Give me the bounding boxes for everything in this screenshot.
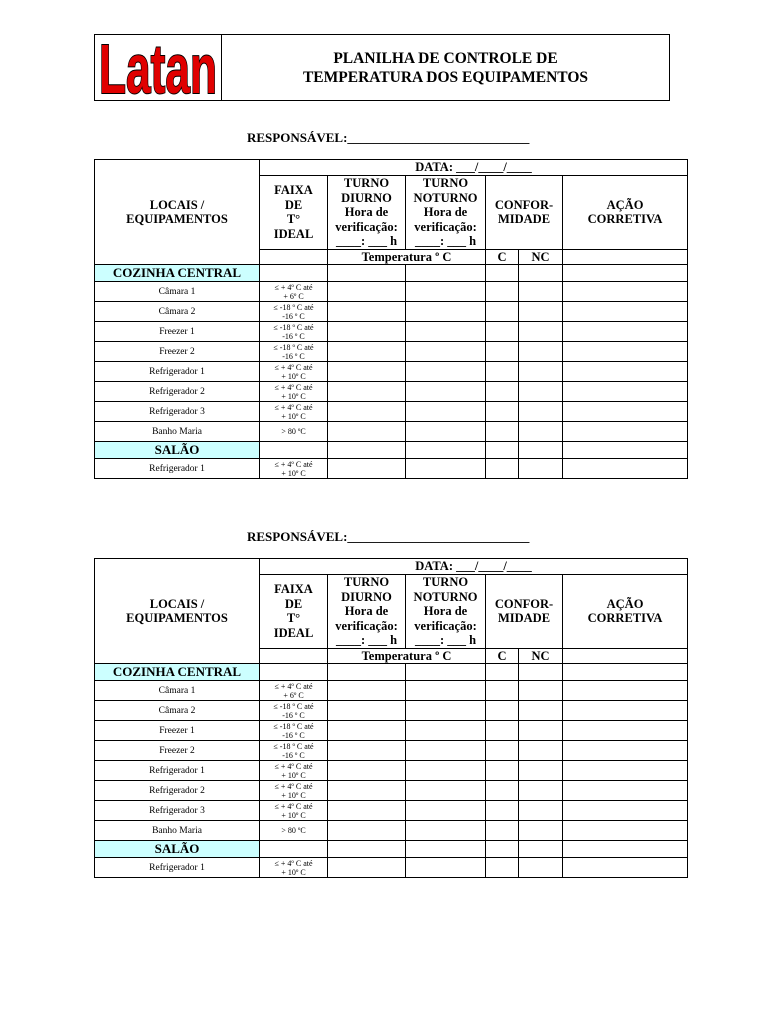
nc-checkbox[interactable] (519, 821, 563, 841)
equipment-name: Câmara 2 (95, 701, 260, 721)
conformidade-line: MIDADE (497, 611, 551, 626)
turno_diurno-line: ____: ___ h (335, 234, 398, 248)
locais-line: EQUIPAMENTOS (126, 611, 228, 625)
table-row (95, 781, 688, 801)
equipment-name: Freezer 1 (95, 721, 260, 741)
input-cell[interactable] (406, 841, 486, 858)
nc-checkbox[interactable] (519, 422, 563, 442)
nc-checkbox[interactable] (519, 858, 563, 878)
temperatura-header: Temperatura º C (328, 249, 486, 265)
title-line-2: TEMPERATURA DOS EQUIPAMENTOS (302, 68, 589, 86)
noturno-input[interactable] (406, 741, 486, 761)
acao-line: CORRETIVA (587, 611, 663, 626)
table-row (95, 721, 688, 741)
c-checkbox[interactable] (486, 342, 519, 362)
c-checkbox[interactable] (486, 459, 519, 479)
turno_noturno-line: ____: ___ h (414, 234, 477, 248)
faixa-cell (260, 459, 328, 479)
conformidade-line: CONFOR- (494, 596, 554, 611)
diurno-input[interactable] (328, 362, 406, 382)
locais-header (95, 559, 260, 664)
equipment-name: Banho Maria (95, 422, 260, 442)
faixa-cell (260, 681, 328, 701)
faixa-line: FAIXA (274, 582, 313, 597)
turno_diurno-line: Hora de (344, 205, 389, 219)
equipment-name: Refrigerador 1 (95, 761, 260, 781)
faixa-cell (260, 821, 328, 841)
diurno-input[interactable] (328, 681, 406, 701)
logo (95, 30, 222, 108)
turno_noturno-line: verificação: (414, 618, 477, 633)
turno_diurno-line: DIURNO (341, 190, 392, 205)
table-row (95, 282, 688, 302)
noturno-input[interactable] (406, 701, 486, 721)
faixa-line: IDEAL (273, 226, 314, 241)
faixa-line: ≤ + 4º C até (274, 282, 313, 292)
acao-input[interactable] (563, 681, 688, 701)
diurno-input[interactable] (328, 282, 406, 302)
noturno-input[interactable] (406, 459, 486, 479)
acao-input[interactable] (563, 422, 688, 442)
section-label: SALÃO (95, 841, 260, 858)
acao-input[interactable] (563, 362, 688, 382)
conformidade-line: MIDADE (497, 212, 551, 227)
table-row (95, 801, 688, 821)
noturno-input[interactable] (406, 302, 486, 322)
conformidade-header (486, 176, 563, 250)
acao-input[interactable] (563, 858, 688, 878)
noturno-input[interactable] (406, 781, 486, 801)
diurno-input[interactable] (328, 741, 406, 761)
input-cell[interactable] (519, 841, 563, 858)
table-row (95, 701, 688, 721)
turno_noturno-line: Hora de (423, 604, 468, 618)
c-checkbox[interactable] (486, 701, 519, 721)
svg-text:Latan: Latan (99, 30, 217, 108)
nc-checkbox[interactable] (519, 382, 563, 402)
noturno-input[interactable] (406, 681, 486, 701)
faixa-cell (260, 422, 328, 442)
acao-header (563, 176, 688, 250)
diurno-input[interactable] (328, 721, 406, 741)
faixa-cell (260, 701, 328, 721)
faixa-header (260, 575, 328, 649)
input-cell[interactable] (563, 265, 688, 282)
turno-diurno-header (328, 575, 406, 649)
c-checkbox[interactable] (486, 362, 519, 382)
faixa-line: + 10º C (281, 371, 306, 381)
c-checkbox[interactable] (486, 858, 519, 878)
c-header: C (486, 648, 519, 664)
input-cell[interactable] (328, 442, 406, 459)
faixa-cell (260, 302, 328, 322)
turno_diurno-line: DIURNO (341, 589, 392, 604)
faixa-empty (260, 249, 328, 265)
input-cell[interactable] (260, 664, 328, 681)
faixa-line: + 10º C (281, 770, 306, 780)
acao-input[interactable] (563, 402, 688, 422)
faixa-cell (260, 322, 328, 342)
faixa-cell (260, 801, 328, 821)
faixa-cell (260, 741, 328, 761)
input-cell[interactable] (486, 442, 519, 459)
turno_diurno-line: TURNO (343, 176, 390, 190)
faixa-line: ≤ -18 º C até (273, 741, 314, 751)
diurno-input[interactable] (328, 781, 406, 801)
faixa-line: ≤ -18 º C até (273, 342, 314, 352)
conformidade-header (486, 575, 563, 649)
noturno-input[interactable] (406, 402, 486, 422)
noturno-input[interactable] (406, 821, 486, 841)
diurno-input[interactable] (328, 422, 406, 442)
faixa-line: ≤ + 4º C até (274, 858, 313, 868)
acao-line: AÇÃO (606, 596, 644, 611)
faixa-line: ≤ + 4º C até (274, 801, 313, 811)
equipment-name: Banho Maria (95, 821, 260, 841)
equipment-name: Freezer 2 (95, 741, 260, 761)
faixa-line: > 80 ºC (281, 826, 306, 835)
faixa-line: -16 º C (282, 351, 305, 361)
section-label: SALÃO (95, 442, 260, 459)
c-checkbox[interactable] (486, 422, 519, 442)
nc-checkbox[interactable] (519, 362, 563, 382)
date-field[interactable]: DATA: ___/____/____ (260, 160, 688, 176)
nc-checkbox[interactable] (519, 402, 563, 422)
turno_diurno-line: ____: ___ h (335, 633, 398, 647)
faixa-line: + 6º C (283, 291, 304, 301)
equipment-name: Câmara 1 (95, 282, 260, 302)
acao-input[interactable] (563, 801, 688, 821)
equipment-name: Refrigerador 3 (95, 801, 260, 821)
acao-input[interactable] (563, 282, 688, 302)
faixa-header (260, 176, 328, 250)
conformidade-line: CONFOR- (494, 197, 554, 212)
acao-input[interactable] (563, 741, 688, 761)
responsavel-label-1: RESPONSÁVEL:____________________________ (247, 130, 530, 145)
diurno-input[interactable] (328, 801, 406, 821)
turno-diurno-header (328, 176, 406, 250)
table-row (95, 761, 688, 781)
acao-input[interactable] (563, 322, 688, 342)
faixa-line: ≤ + 4º C até (274, 761, 313, 771)
c-checkbox[interactable] (486, 282, 519, 302)
acao-input[interactable] (563, 302, 688, 322)
input-cell[interactable] (519, 265, 563, 282)
input-cell[interactable] (406, 664, 486, 681)
input-cell[interactable] (519, 442, 563, 459)
faixa-line: > 80 ºC (281, 427, 306, 436)
equipment-name: Freezer 2 (95, 342, 260, 362)
faixa-line: IDEAL (273, 625, 314, 640)
faixa-line: T° (286, 212, 301, 227)
diurno-input[interactable] (328, 858, 406, 878)
faixa-line: FAIXA (274, 183, 313, 198)
noturno-input[interactable] (406, 858, 486, 878)
turno_diurno-line: verificação: (335, 219, 398, 234)
c-checkbox[interactable] (486, 681, 519, 701)
nc-header: NC (519, 249, 563, 265)
faixa-cell (260, 342, 328, 362)
input-cell[interactable] (406, 265, 486, 282)
header-box (94, 30, 670, 108)
table-row (95, 821, 688, 841)
nc-checkbox[interactable] (519, 741, 563, 761)
acao-line: CORRETIVA (587, 212, 663, 227)
noturno-input[interactable] (406, 721, 486, 741)
acao-input[interactable] (563, 721, 688, 741)
nc-checkbox[interactable] (519, 781, 563, 801)
equipment-name: Refrigerador 3 (95, 402, 260, 422)
table-row (95, 422, 688, 442)
locais-header (95, 160, 260, 265)
input-cell[interactable] (328, 265, 406, 282)
faixa-line: ≤ -18 º C até (273, 721, 314, 731)
noturno-input[interactable] (406, 362, 486, 382)
equipment-name: Freezer 1 (95, 322, 260, 342)
input-cell[interactable] (563, 442, 688, 459)
faixa-line: ≤ -18 º C até (273, 701, 314, 711)
faixa-line: -16 º C (282, 331, 305, 341)
faixa-cell (260, 382, 328, 402)
input-cell[interactable] (486, 265, 519, 282)
acao-empty (563, 249, 688, 265)
locais-line: EQUIPAMENTOS (126, 212, 228, 226)
nc-checkbox[interactable] (519, 459, 563, 479)
faixa-empty (260, 648, 328, 664)
temperatura-header: Temperatura º C (328, 648, 486, 664)
c-checkbox[interactable] (486, 382, 519, 402)
section-label: COZINHA CENTRAL (95, 664, 260, 681)
turno_noturno-line: Hora de (423, 205, 468, 219)
diurno-input[interactable] (328, 402, 406, 422)
turno_noturno-line: ____: ___ h (414, 633, 477, 647)
latan-logo (96, 30, 220, 108)
noturno-input[interactable] (406, 801, 486, 821)
nc-checkbox[interactable] (519, 342, 563, 362)
turno_noturno-line: TURNO (422, 176, 469, 190)
table-row (95, 459, 688, 479)
equipment-name: Refrigerador 1 (95, 459, 260, 479)
faixa-line: + 10º C (281, 867, 306, 877)
equipment-name: Refrigerador 2 (95, 781, 260, 801)
table-row (95, 402, 688, 422)
faixa-line: -16 º C (282, 750, 305, 760)
nc-checkbox[interactable] (519, 701, 563, 721)
faixa-line: -16 º C (282, 730, 305, 740)
input-cell[interactable] (260, 841, 328, 858)
faixa-cell (260, 781, 328, 801)
faixa-line: + 10º C (281, 411, 306, 421)
acao-input[interactable] (563, 459, 688, 479)
turno_diurno-line: TURNO (343, 575, 390, 589)
faixa-line: ≤ -18 º C até (273, 322, 314, 332)
c-checkbox[interactable] (486, 761, 519, 781)
diurno-input[interactable] (328, 382, 406, 402)
faixa-line: -16 º C (282, 311, 305, 321)
nc-checkbox[interactable] (519, 761, 563, 781)
c-checkbox[interactable] (486, 302, 519, 322)
table-row (95, 322, 688, 342)
input-cell[interactable] (260, 442, 328, 459)
acao-input[interactable] (563, 701, 688, 721)
nc-checkbox[interactable] (519, 302, 563, 322)
noturno-input[interactable] (406, 322, 486, 342)
acao-input[interactable] (563, 342, 688, 362)
nc-checkbox[interactable] (519, 282, 563, 302)
acao-input[interactable] (563, 821, 688, 841)
turno_noturno-line: verificação: (414, 219, 477, 234)
locais-line: LOCAIS / (149, 197, 205, 212)
input-cell[interactable] (563, 664, 688, 681)
turno_diurno-line: verificação: (335, 618, 398, 633)
c-checkbox[interactable] (486, 821, 519, 841)
faixa-cell (260, 362, 328, 382)
acao-line: AÇÃO (606, 197, 644, 212)
c-header: C (486, 249, 519, 265)
nc-checkbox[interactable] (519, 721, 563, 741)
temperature-table-1 (94, 159, 688, 479)
faixa-line: + 10º C (281, 810, 306, 820)
faixa-cell (260, 282, 328, 302)
faixa-line: T° (286, 611, 301, 626)
locais-line: LOCAIS / (149, 596, 205, 611)
faixa-line: ≤ + 4º C até (274, 681, 313, 691)
acao-input[interactable] (563, 781, 688, 801)
c-checkbox[interactable] (486, 322, 519, 342)
turno_diurno-line: Hora de (344, 604, 389, 618)
noturno-input[interactable] (406, 342, 486, 362)
faixa-line: ≤ + 4º C até (274, 402, 313, 412)
faixa-line: + 10º C (281, 468, 306, 478)
table-row (95, 342, 688, 362)
acao-header (563, 575, 688, 649)
table-row (95, 362, 688, 382)
faixa-cell (260, 858, 328, 878)
responsavel-label-2: RESPONSÁVEL:____________________________ (247, 529, 530, 544)
date-field[interactable]: DATA: ___/____/____ (260, 559, 688, 575)
faixa-cell (260, 721, 328, 741)
nc-checkbox[interactable] (519, 681, 563, 701)
table-row (95, 681, 688, 701)
table-row (95, 858, 688, 878)
turno_noturno-line: NOTURNO (413, 190, 478, 205)
acao-input[interactable] (563, 382, 688, 402)
table-row (95, 302, 688, 322)
equipment-name: Câmara 2 (95, 302, 260, 322)
equipment-name: Refrigerador 2 (95, 382, 260, 402)
faixa-line: ≤ + 4º C até (274, 382, 313, 392)
diurno-input[interactable] (328, 821, 406, 841)
section-label: COZINHA CENTRAL (95, 265, 260, 282)
faixa-line: DE (284, 197, 303, 212)
turno-noturno-header (406, 575, 486, 649)
diurno-input[interactable] (328, 701, 406, 721)
temperature-table-2 (94, 558, 688, 878)
acao-empty (563, 648, 688, 664)
equipment-name: Câmara 1 (95, 681, 260, 701)
diurno-input[interactable] (328, 322, 406, 342)
turno_noturno-line: NOTURNO (413, 589, 478, 604)
c-checkbox[interactable] (486, 721, 519, 741)
input-cell[interactable] (260, 265, 328, 282)
diurno-input[interactable] (328, 302, 406, 322)
input-cell[interactable] (486, 664, 519, 681)
equipment-name: Refrigerador 1 (95, 362, 260, 382)
faixa-line: + 10º C (281, 790, 306, 800)
equipment-name: Refrigerador 1 (95, 858, 260, 878)
acao-input[interactable] (563, 761, 688, 781)
faixa-line: ≤ + 4º C até (274, 362, 313, 372)
table-row (95, 382, 688, 402)
input-cell[interactable] (563, 841, 688, 858)
input-cell[interactable] (486, 841, 519, 858)
faixa-line: + 10º C (281, 391, 306, 401)
turno-noturno-header (406, 176, 486, 250)
faixa-line: ≤ + 4º C até (274, 781, 313, 791)
c-checkbox[interactable] (486, 781, 519, 801)
input-cell[interactable] (519, 664, 563, 681)
diurno-input[interactable] (328, 761, 406, 781)
input-cell[interactable] (328, 841, 406, 858)
faixa-cell (260, 761, 328, 781)
input-cell[interactable] (406, 442, 486, 459)
table-row (95, 741, 688, 761)
c-checkbox[interactable] (486, 402, 519, 422)
nc-checkbox[interactable] (519, 801, 563, 821)
diurno-input[interactable] (328, 459, 406, 479)
noturno-input[interactable] (406, 422, 486, 442)
c-checkbox[interactable] (486, 801, 519, 821)
noturno-input[interactable] (406, 382, 486, 402)
noturno-input[interactable] (406, 761, 486, 781)
faixa-line: ≤ + 4º C até (274, 459, 313, 469)
diurno-input[interactable] (328, 342, 406, 362)
faixa-line: ≤ -18 º C até (273, 302, 314, 312)
faixa-cell (260, 402, 328, 422)
faixa-line: + 6º C (283, 690, 304, 700)
c-checkbox[interactable] (486, 741, 519, 761)
page-title (222, 35, 669, 100)
nc-checkbox[interactable] (519, 322, 563, 342)
nc-header: NC (519, 648, 563, 664)
input-cell[interactable] (328, 664, 406, 681)
title-line-1: PLANILHA DE CONTROLE DE (333, 49, 558, 67)
noturno-input[interactable] (406, 282, 486, 302)
faixa-line: DE (284, 596, 303, 611)
turno_noturno-line: TURNO (422, 575, 469, 589)
faixa-line: -16 º C (282, 710, 305, 720)
